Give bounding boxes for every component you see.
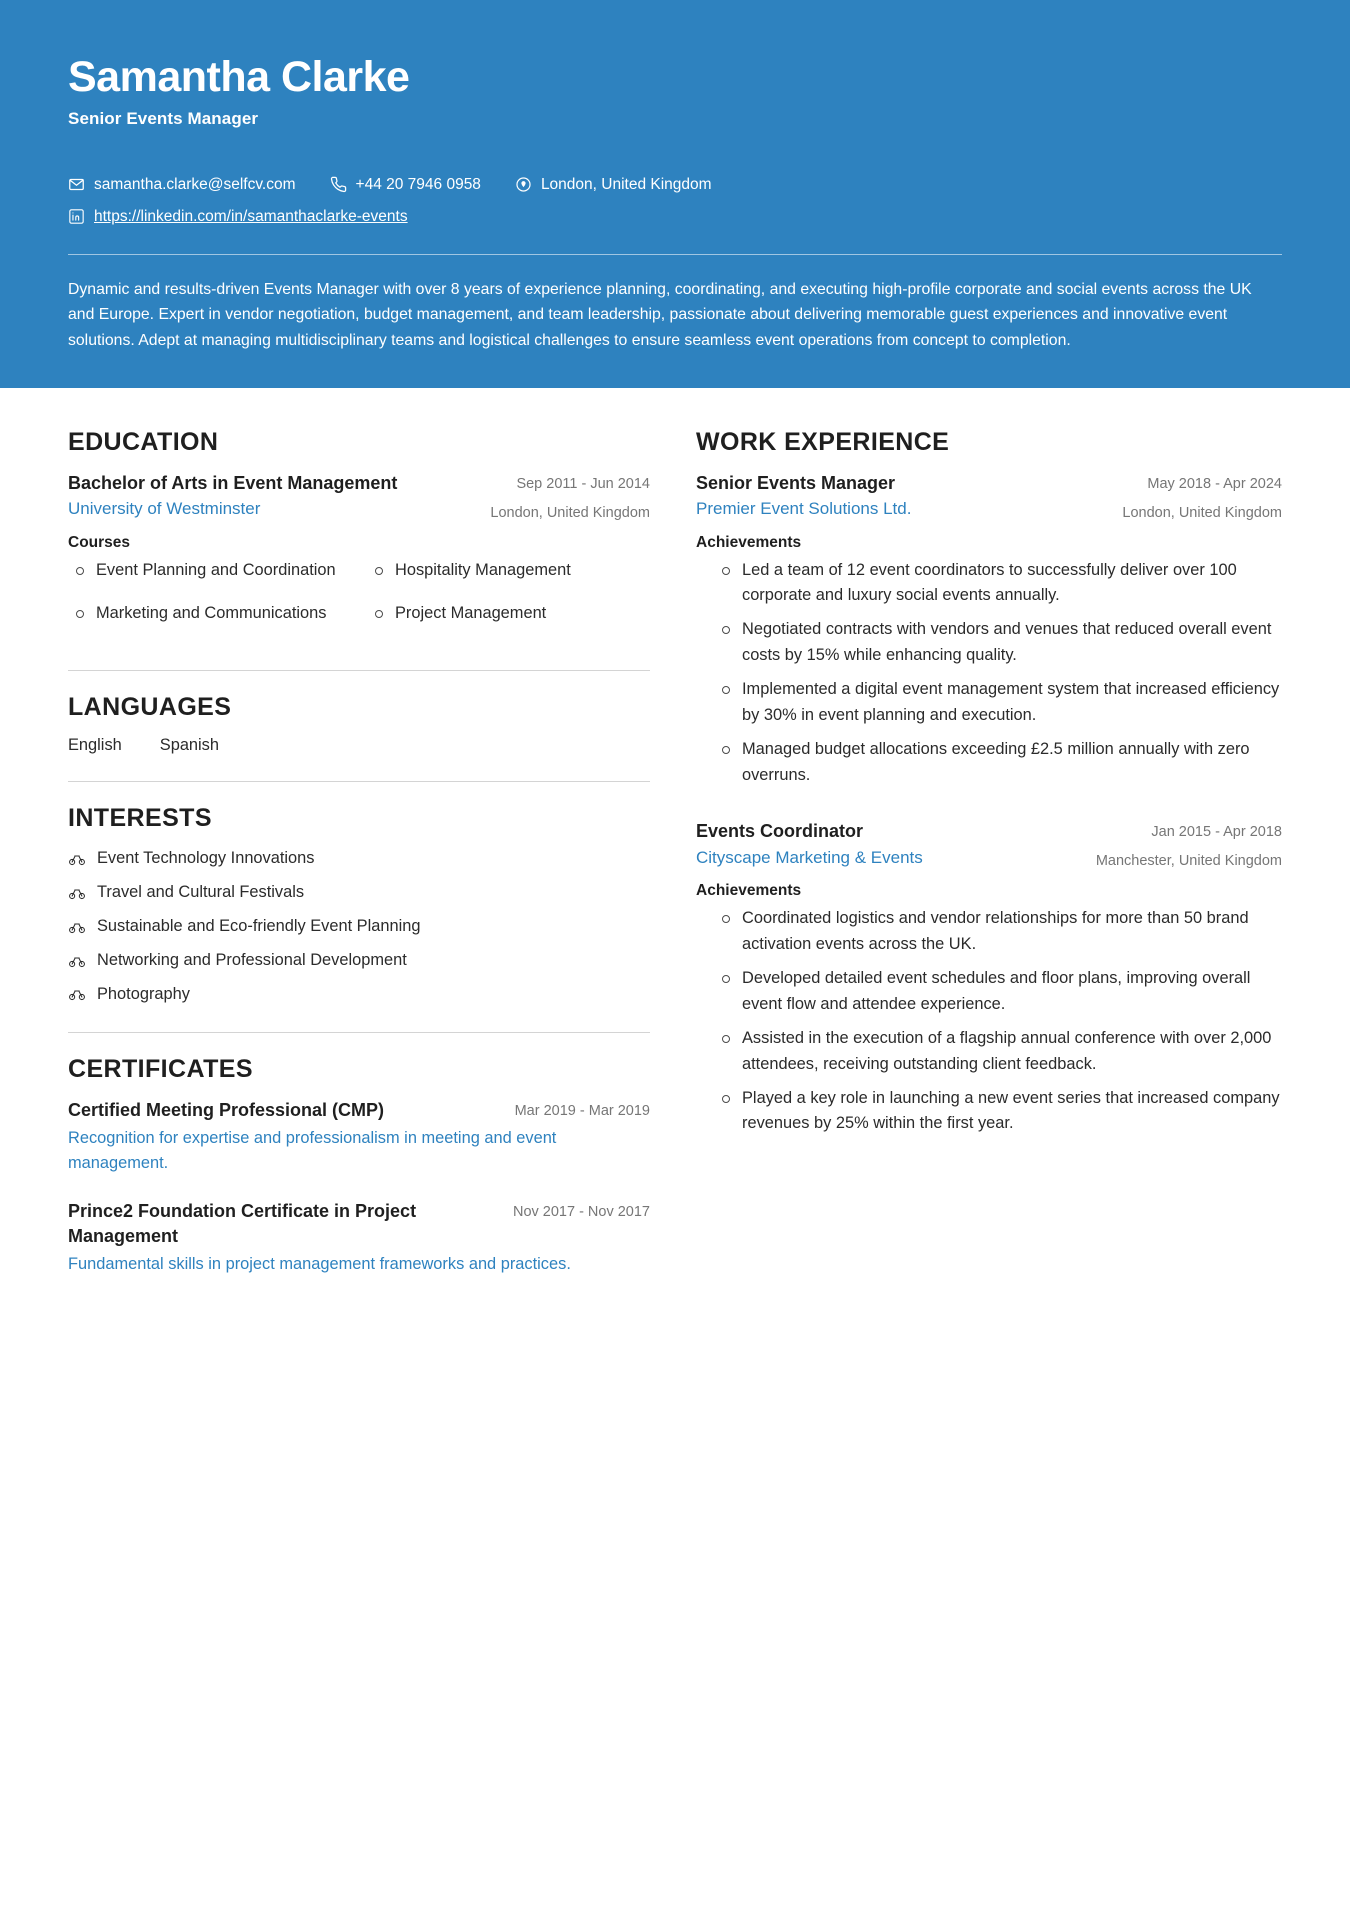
section-interests bbox=[68, 804, 650, 1006]
linkedin-icon bbox=[68, 208, 85, 225]
bicycle-icon bbox=[68, 918, 86, 936]
interest-label: Travel and Cultural Festivals bbox=[97, 883, 305, 902]
contact-email-text: samantha.clarke@selfcv.com bbox=[94, 176, 296, 194]
achievements-label: Achievements bbox=[696, 533, 802, 551]
achievement-item: Negotiated contracts with vendors and venues that reduced overall event costs by 15% while enhancing quality. bbox=[722, 617, 1282, 669]
language-item: Spanish bbox=[159, 736, 219, 755]
section-certificates bbox=[68, 1055, 650, 1276]
education-entry bbox=[68, 471, 650, 645]
experience-entry bbox=[696, 819, 1282, 1137]
education-location: London, United Kingdom bbox=[490, 504, 650, 521]
interest-item bbox=[68, 915, 650, 939]
contact-email[interactable] bbox=[68, 173, 296, 196]
linkedin-row bbox=[68, 205, 1282, 228]
courses-label: Courses bbox=[68, 533, 131, 551]
education-degree: Bachelor of Arts in Event Management bbox=[68, 472, 398, 493]
section-divider bbox=[68, 670, 650, 671]
contact-linkedin-text[interactable]: https://linkedin.com/in/samanthaclarke-events bbox=[94, 207, 408, 225]
bicycle-icon bbox=[68, 850, 86, 868]
experience-location: Manchester, United Kingdom bbox=[1095, 852, 1282, 869]
languages-title: LANGUAGES bbox=[68, 693, 232, 722]
bicycle-icon bbox=[68, 884, 86, 902]
contact-row bbox=[68, 173, 1282, 196]
certificate-entry bbox=[68, 1199, 650, 1276]
education-dates: Sep 2011 - Jun 2014 bbox=[516, 475, 650, 492]
achievement-item: Developed detailed event schedules and floor plans, improving overall event flow and attendee experience. bbox=[722, 966, 1282, 1018]
left-column bbox=[68, 428, 650, 1301]
contact-location-text: London, United Kingdom bbox=[540, 176, 712, 194]
experience-company: Premier Event Solutions Ltd. bbox=[696, 499, 912, 519]
interest-label: Networking and Professional Development bbox=[97, 950, 407, 969]
header-divider bbox=[68, 254, 1282, 255]
interest-label: Photography bbox=[97, 984, 190, 1003]
education-school: University of Westminster bbox=[68, 499, 261, 519]
certificate-dates: Nov 2017 - Nov 2017 bbox=[512, 1204, 650, 1221]
resume-body bbox=[0, 388, 1350, 1361]
bicycle-icon bbox=[68, 952, 86, 970]
certificate-name: Certified Meeting Professional (CMP) bbox=[68, 1100, 385, 1121]
interest-label: Sustainable and Eco-friendly Event Planning bbox=[97, 916, 421, 935]
achievement-item: Played a key role in launching a new event series that increased company revenues by 25% within the first year. bbox=[722, 1086, 1282, 1138]
achievements-list bbox=[696, 558, 1282, 789]
certificate-name: Prince2 Foundation Certificate in Project Management bbox=[68, 1201, 417, 1247]
interest-item bbox=[68, 847, 650, 871]
experience-dates: Jan 2015 - Apr 2018 bbox=[1151, 823, 1282, 840]
location-pin-icon bbox=[515, 176, 532, 193]
achievement-item: Coordinated logistics and vendor relationships for more than 50 brand activation events across the UK. bbox=[722, 906, 1282, 958]
education-title: EDUCATION bbox=[68, 427, 219, 456]
section-work-experience bbox=[696, 428, 1282, 1138]
experience-company: Cityscape Marketing & Events bbox=[696, 847, 923, 867]
experience-position: Events Coordinator bbox=[696, 820, 864, 841]
certificate-description: Recognition for expertise and professionalism in meeting and event management. bbox=[68, 1129, 557, 1172]
section-education bbox=[68, 428, 650, 645]
interests-title: INTERESTS bbox=[68, 804, 212, 833]
courses-list bbox=[68, 558, 650, 645]
candidate-name: Samantha Clarke bbox=[68, 53, 410, 101]
section-divider bbox=[68, 1032, 650, 1033]
course-item: Event Planning and Coordination bbox=[68, 558, 351, 583]
envelope-icon bbox=[68, 176, 85, 193]
contact-phone-text: +44 20 7946 0958 bbox=[355, 176, 481, 194]
certificate-description: Fundamental skills in project management frameworks and practices. bbox=[68, 1255, 571, 1274]
experience-location: London, United Kingdom bbox=[1122, 504, 1282, 521]
bicycle-icon bbox=[68, 985, 86, 1003]
languages-list bbox=[68, 736, 650, 755]
experience-position: Senior Events Manager bbox=[696, 472, 896, 493]
interest-label: Event Technology Innovations bbox=[97, 849, 315, 868]
achievement-item: Managed budget allocations exceeding £2.5 million annually with zero overruns. bbox=[722, 737, 1282, 789]
achievements-list bbox=[696, 906, 1282, 1137]
resume-header bbox=[0, 0, 1350, 388]
language-item: English bbox=[68, 736, 122, 755]
certificate-entry bbox=[68, 1098, 650, 1175]
section-languages bbox=[68, 693, 650, 755]
experience-entry bbox=[696, 471, 1282, 789]
certificate-dates: Mar 2019 - Mar 2019 bbox=[514, 1103, 650, 1120]
section-divider bbox=[68, 781, 650, 782]
right-column bbox=[696, 428, 1282, 1168]
phone-icon bbox=[330, 176, 347, 193]
contact-linkedin[interactable] bbox=[68, 205, 408, 228]
course-item: Marketing and Communications bbox=[68, 601, 351, 626]
course-item: Hospitality Management bbox=[367, 558, 650, 583]
candidate-role: Senior Events Manager bbox=[68, 109, 259, 129]
achievement-item: Led a team of 12 event coordinators to successfully deliver over 100 corporate and luxury social events annually. bbox=[722, 558, 1282, 610]
achievements-label: Achievements bbox=[696, 881, 802, 899]
professional-summary: Dynamic and results-driven Events Manager with over 8 years of experience planning, coordinating, and executing high-profile corporate and social events across the UK and Europe. Expert in vendor negotiation, budget management, and team leadership, passionate about delivering memorable guest experiences and innovative event solutions. Adept at managing multidisciplinary teams and logistical challenges to ensure seamless event operations from concept to completion. bbox=[68, 280, 1252, 349]
contact-phone[interactable] bbox=[330, 173, 481, 196]
achievement-item: Implemented a digital event management system that increased efficiency by 30% in event planning and execution. bbox=[722, 677, 1282, 729]
work-experience-title: WORK EXPERIENCE bbox=[696, 427, 950, 456]
course-item: Project Management bbox=[367, 601, 650, 626]
experience-dates: May 2018 - Apr 2024 bbox=[1147, 475, 1282, 492]
achievement-item: Assisted in the execution of a flagship annual conference with over 2,000 attendees, receiving outstanding client feedback. bbox=[722, 1026, 1282, 1078]
interest-item bbox=[68, 983, 650, 1007]
interest-item bbox=[68, 881, 650, 905]
certificates-title: CERTIFICATES bbox=[68, 1055, 253, 1084]
interest-item bbox=[68, 949, 650, 973]
contact-location bbox=[515, 173, 712, 196]
